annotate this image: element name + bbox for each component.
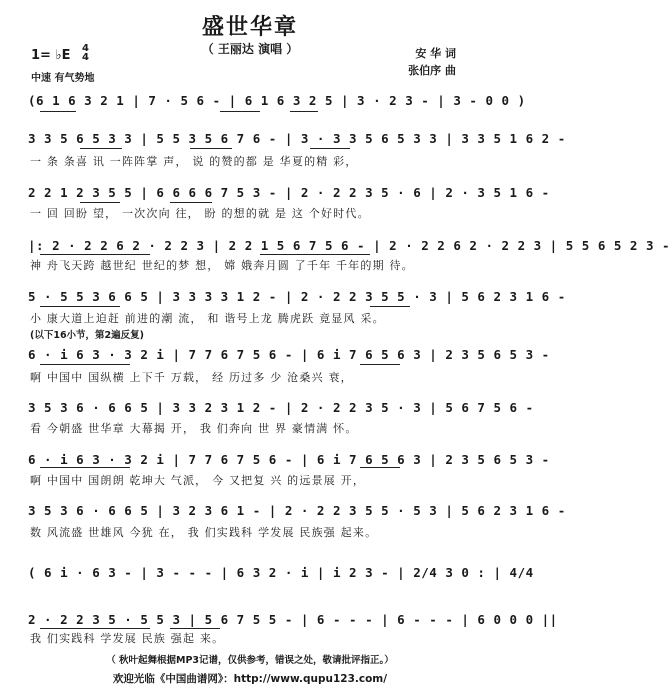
notation-row-1: (6 1 6 3 2 1 | 7 · 5 6 - | 6 1 6 3 2 5 | 3 · 2 3 - | 3 - 0 0 )	[28, 93, 526, 108]
notation-row-9: 3 5 3 6 · 6 6 5 | 3 2 3 6 1 - | 2 · 2 2 3 5 5 · 5 3 | 5 6 2 3 1 6 -	[28, 503, 566, 518]
time-signature	[82, 44, 89, 62]
notation-row-11: 2 · 2 2 3 5 · 5 5 3 | 5 6 7 5 5 - | 6 - - - | 6 - - - | 6 0 0 0 ||	[28, 612, 558, 627]
beam-line	[290, 111, 318, 112]
key-signature: 1= ♭E	[31, 48, 71, 63]
notation-row-8: 6 · i 6 3 · 3 2 i | 7 7 6 7 5 6 - | 6 i 7 6 5 6 3 | 2 3 5 6 5 3 -	[28, 452, 550, 467]
beam-line	[40, 254, 150, 255]
lyric-row-3: 一 回 回盼 望， 一次次向 往， 盼 的想的就 是 这 个好时代。	[30, 207, 370, 220]
lyricist: 安 华 词	[415, 47, 456, 60]
notation-row-4: |: 2 · 2 2 6 2 · 2 2 3 | 2 2 1 5 6 7 5 6 - | 2 · 2 2 6 2 · 2 2 3 | 5 5 6 5 2 3 -	[28, 238, 670, 253]
repeat-note: (以下16小节，第2遍反复)	[30, 330, 145, 341]
beam-line	[360, 364, 400, 365]
beam-line	[310, 148, 350, 149]
beam-line	[40, 306, 120, 307]
beam-line	[370, 306, 410, 307]
lyric-row-2: 一 条 条喜 讯 一阵阵掌 声， 说 的赞的都 是 华夏的精 彩，	[30, 155, 358, 168]
transcription-note: （ 秋叶起舞根据MP3记谱，仅供参考，错误之处，敬请批评指正。）	[106, 655, 394, 666]
lyric-row-5: 小 康大道上迫赶 前进的潮 流， 和 谐号上龙 腾虎跃 竟显风 采。	[30, 312, 385, 325]
notation-row-10: ( 6 i · 6 3 - | 3 - - - | 6 3 2 · i | i 2 3 - | 2/4 3 0 : | 4/4	[28, 565, 534, 580]
lyric-row-8: 啊 中国中 国朗朗 乾坤大 气派， 今 又把复 兴 的远景展 开，	[30, 474, 366, 487]
site-footer: 欢迎光临《中国曲谱网》：http://www.qupu123.com/	[112, 673, 388, 685]
beam-line	[40, 111, 76, 112]
notation-row-7: 3 5 3 6 · 6 6 5 | 3 3 2 3 1 2 - | 2 · 2 2 3 5 · 3 | 5 6 7 5 6 -	[28, 400, 534, 415]
beam-line	[190, 148, 232, 149]
beam-line	[260, 254, 370, 255]
notation-row-2: 3 3 5 6 5 3 3 | 5 5 3 5 6 7 6 - | 3 · 3 3 5 6 5 3 3 | 3 3 5 1 6 2 -	[28, 131, 566, 146]
page-title: 盛世华章	[201, 15, 298, 40]
beam-line	[40, 467, 130, 468]
beam-line	[40, 364, 130, 365]
performer: （ 王丽达 演唱 ）	[201, 42, 299, 56]
beam-line	[80, 202, 120, 203]
composer: 张伯序 曲	[408, 64, 456, 77]
lyric-row-4: 神 舟飞天跨 越世纪 世纪的梦 想， 嫦 娥奔月圆 了千年 千年的期 待。	[30, 259, 414, 272]
beam-line	[170, 628, 220, 629]
beam-line	[360, 467, 400, 468]
notation-row-6: 6 · i 6 3 · 3 2 i | 7 7 6 7 5 6 - | 6 i 7 6 5 6 3 | 2 3 5 6 5 3 -	[28, 347, 550, 362]
lyric-row-11: 我 们实践科 学发展 民族 强起 来。	[30, 632, 225, 645]
beam-line	[220, 111, 260, 112]
lyric-row-7: 看 今朝盛 世华章 大幕揭 开， 我 们奔向 世 界 豪情满 怀。	[30, 422, 358, 435]
beam-line	[170, 202, 212, 203]
lyric-row-6: 啊 中国中 国纵横 上下千 万载， 经 历过多 少 沧桑兴 衰，	[30, 371, 353, 384]
time-bottom: 4	[82, 52, 89, 63]
time-top: 4	[82, 43, 89, 54]
lyric-row-9: 数 风流盛 世雄风 今犹 在， 我 们实践科 学发展 民族强 起来。	[30, 526, 378, 539]
tempo-marking: 中速 有气势地	[31, 73, 95, 84]
beam-line	[40, 628, 150, 629]
notation-row-5: 5 · 5 5 3 6 6 5 | 3 3 3 3 1 2 - | 2 · 2 2 3 5 5 · 3 | 5 6 2 3 1 6 -	[28, 289, 566, 304]
beam-line	[80, 148, 122, 149]
notation-row-3: 2 2 1 2 3 5 5 | 6 6 6 6 7 5 3 - | 2 · 2 2 3 5 · 6 | 2 · 3 5 1 6 -	[28, 185, 550, 200]
